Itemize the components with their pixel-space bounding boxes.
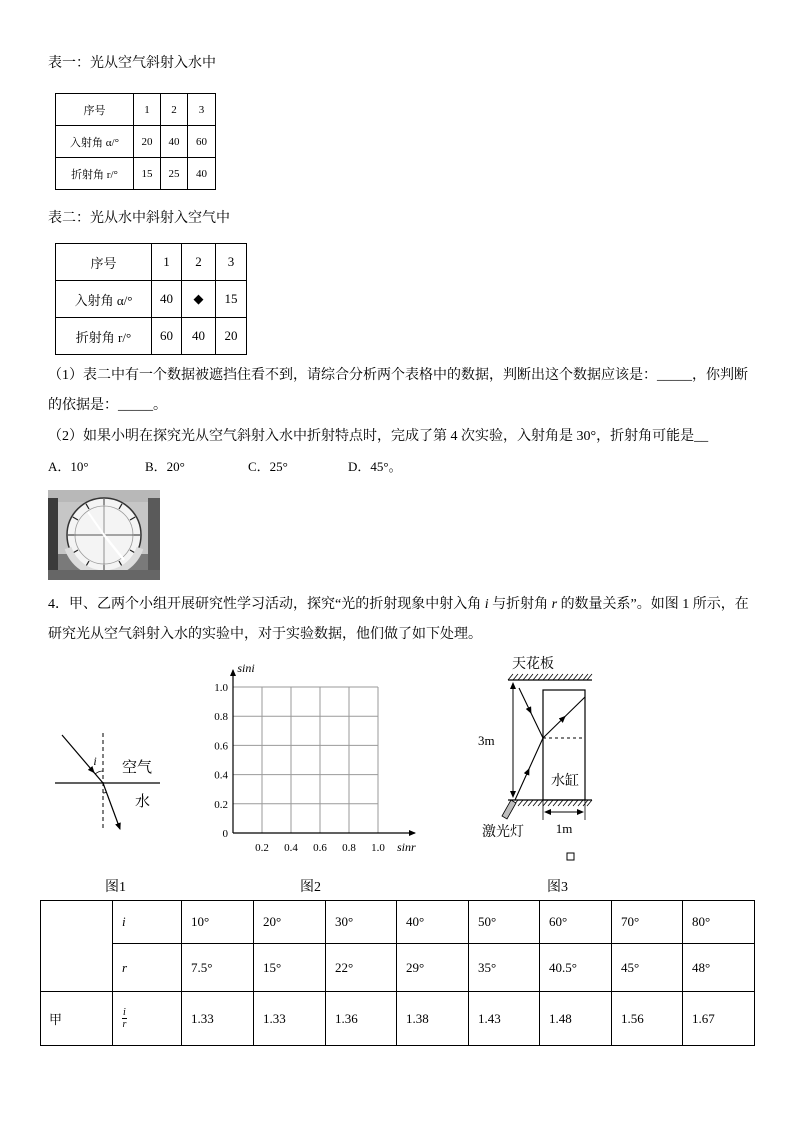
water-label: 水 bbox=[135, 794, 151, 810]
figure3-caption: 图3 bbox=[547, 880, 568, 895]
table-cell: 22° bbox=[326, 944, 397, 992]
figure1-caption: 图1 bbox=[105, 880, 126, 895]
row-label-i: i bbox=[113, 901, 182, 944]
i-over-r-fraction bbox=[122, 1007, 127, 1030]
ceiling-hatch bbox=[508, 674, 592, 680]
table-cell: 1.67 bbox=[683, 992, 755, 1046]
table-row-r bbox=[41, 944, 755, 992]
figure1-refraction-diagram bbox=[50, 725, 170, 835]
variable-r: r bbox=[551, 597, 558, 612]
table2-cell: 序号 bbox=[56, 244, 152, 281]
table1-cell: 40 bbox=[161, 126, 188, 158]
table1-row bbox=[56, 94, 216, 126]
y-tick-label: 1.0 bbox=[214, 682, 228, 694]
table-cell: 1.33 bbox=[182, 992, 254, 1046]
option-a: A．10° bbox=[48, 459, 89, 474]
angle-i-label: i bbox=[93, 754, 97, 768]
question4-text: 与折射角 bbox=[488, 597, 552, 612]
x-tick-label: 0.6 bbox=[313, 842, 327, 854]
table2 bbox=[55, 243, 247, 355]
floor-hatch bbox=[508, 800, 592, 806]
y-tick-label: 0.8 bbox=[214, 711, 228, 723]
table-cell: 1.56 bbox=[612, 992, 683, 1046]
table-cell: 60° bbox=[540, 901, 612, 944]
photo-left-stand bbox=[48, 498, 58, 570]
table-cell: 1.48 bbox=[540, 992, 612, 1046]
laser-beam bbox=[529, 738, 544, 770]
table1-cell: 3 bbox=[188, 94, 216, 126]
table-cell: 45° bbox=[612, 944, 683, 992]
tank-label: 水缸 bbox=[551, 774, 579, 789]
question4-text: 的数量关系”。如图 1 所示，在 bbox=[557, 597, 749, 612]
table2-cell: 20 bbox=[216, 318, 247, 355]
table2-cell: 折射角 r/° bbox=[56, 318, 152, 355]
ceiling-label: 天花板 bbox=[512, 657, 554, 672]
photo-right-stand bbox=[148, 498, 160, 570]
table-cell: 15° bbox=[254, 944, 326, 992]
fraction-numerator: i bbox=[123, 1007, 126, 1018]
placeholder-square bbox=[567, 853, 574, 860]
table-cell: 10° bbox=[182, 901, 254, 944]
photo-table bbox=[48, 570, 160, 580]
x-tick-label: 1.0 bbox=[371, 842, 385, 854]
table2-cell: 3 bbox=[216, 244, 247, 281]
height-label: 3m bbox=[478, 733, 495, 748]
table-cell: 7.5° bbox=[182, 944, 254, 992]
table1-cell: 入射角 α/° bbox=[56, 126, 134, 158]
table-cell: 1.33 bbox=[254, 992, 326, 1046]
air-label: 空气 bbox=[122, 760, 153, 776]
table-cell: 1.36 bbox=[326, 992, 397, 1046]
table2-cell: 入射角 α/° bbox=[56, 281, 152, 318]
table-cell: 70° bbox=[612, 901, 683, 944]
light-ray bbox=[519, 688, 531, 713]
empty-group-cell bbox=[41, 901, 113, 992]
figure2-sin-graph bbox=[205, 658, 430, 858]
option-c: C．25° bbox=[248, 459, 288, 474]
incident-ray bbox=[62, 735, 97, 773]
table-cell: 20° bbox=[254, 901, 326, 944]
table1-cell: 2 bbox=[161, 94, 188, 126]
group-label-jia: 甲 bbox=[41, 992, 113, 1046]
option-d: D．45°。 bbox=[348, 459, 402, 474]
y-tick-label: 0.2 bbox=[214, 798, 228, 811]
y-tick-label: 0.4 bbox=[214, 769, 228, 782]
y-axis-label: sini bbox=[237, 661, 255, 675]
table-cell: 40° bbox=[397, 901, 469, 944]
figure2-caption: 图2 bbox=[300, 880, 321, 895]
table-cell: 29° bbox=[397, 944, 469, 992]
fraction-denominator: r bbox=[122, 1019, 127, 1030]
incident-ray bbox=[93, 771, 103, 783]
question4-text: 4．甲、乙两个小组开展研究性学习活动，探究“光的折射现象中射入角 bbox=[48, 597, 485, 612]
table-cell: 80° bbox=[683, 901, 755, 944]
table2-cell: 60 bbox=[152, 318, 182, 355]
table-cell: 40.5° bbox=[540, 944, 612, 992]
light-ray bbox=[543, 717, 565, 739]
table1-row bbox=[56, 158, 216, 190]
table1-row bbox=[56, 126, 216, 158]
light-ray bbox=[531, 712, 544, 738]
question1-line1: （1）表二中有一个数据被遮挡住看不到，请综合分析两个表格中的数据，判断出这个数据应该是：_____，你判断 bbox=[48, 368, 748, 383]
table2-row bbox=[56, 281, 247, 318]
table-row-jia bbox=[41, 992, 755, 1046]
data-table bbox=[40, 900, 755, 1046]
ratio-label-cell bbox=[113, 992, 182, 1046]
table2-cell: 15 bbox=[216, 281, 247, 318]
table-cell: 48° bbox=[683, 944, 755, 992]
table2-row bbox=[56, 318, 247, 355]
table1-title: 表一：光从空气斜射入水中 bbox=[48, 56, 216, 71]
x-axis-label: sinr bbox=[397, 840, 416, 854]
question2-stem: （2）如果小明在探究光从空气斜射入水中折射特点时，完成了第 4 次实验，入射角是 30°，折射角可能是__ bbox=[48, 429, 709, 444]
x-tick-label: 0.2 bbox=[255, 842, 269, 854]
table1 bbox=[55, 93, 216, 190]
variable-i: i bbox=[484, 597, 489, 612]
table-cell: 1.38 bbox=[397, 992, 469, 1046]
table2-title: 表二：光从水中斜射入空气中 bbox=[48, 211, 230, 226]
laser-beam bbox=[515, 769, 529, 800]
x-tick-label: 0.8 bbox=[342, 842, 356, 854]
table2-cell: 1 bbox=[152, 244, 182, 281]
option-b: B．20° bbox=[145, 459, 185, 474]
table1-cell: 60 bbox=[188, 126, 216, 158]
question4-line2: 研究光从空气斜射入水的实验中，对于实验数据，他们做了如下处理。 bbox=[48, 627, 482, 642]
table-cell: 1.43 bbox=[469, 992, 540, 1046]
incidence-angle-arc bbox=[95, 771, 103, 774]
origin-label: 0 bbox=[222, 828, 228, 840]
table1-cell: 25 bbox=[161, 158, 188, 190]
table-cell: 50° bbox=[469, 901, 540, 944]
table1-cell: 序号 bbox=[56, 94, 134, 126]
table2-cell: 40 bbox=[152, 281, 182, 318]
table2-cell: 2 bbox=[182, 244, 216, 281]
light-ray bbox=[564, 697, 585, 718]
laser-label: 激光灯 bbox=[482, 825, 524, 840]
table1-cell: 折射角 r/° bbox=[56, 158, 134, 190]
table-row-i bbox=[41, 901, 755, 944]
table2-cell: 40 bbox=[182, 318, 216, 355]
row-label-r: r bbox=[113, 944, 182, 992]
question1-line2: 的依据是：_____。 bbox=[48, 398, 167, 413]
refraction-angle-arc bbox=[103, 792, 106, 793]
table1-cell: 15 bbox=[134, 158, 161, 190]
table1-cell: 20 bbox=[134, 126, 161, 158]
optical-disc-photo bbox=[48, 490, 160, 580]
figure3-laser-tank-setup bbox=[470, 650, 610, 865]
laser-lamp bbox=[502, 800, 516, 819]
table-cell: 30° bbox=[326, 901, 397, 944]
refracted-ray bbox=[103, 783, 120, 829]
table-cell: 35° bbox=[469, 944, 540, 992]
table1-cell: 1 bbox=[134, 94, 161, 126]
width-label: 1m bbox=[555, 821, 573, 836]
x-tick-label: 0.4 bbox=[284, 842, 298, 854]
table1-cell: 40 bbox=[188, 158, 216, 190]
y-tick-label: 0.6 bbox=[214, 740, 228, 753]
table2-hidden-cell: ◆ bbox=[182, 281, 216, 318]
question4-line1 bbox=[48, 595, 749, 615]
table2-row bbox=[56, 244, 247, 281]
